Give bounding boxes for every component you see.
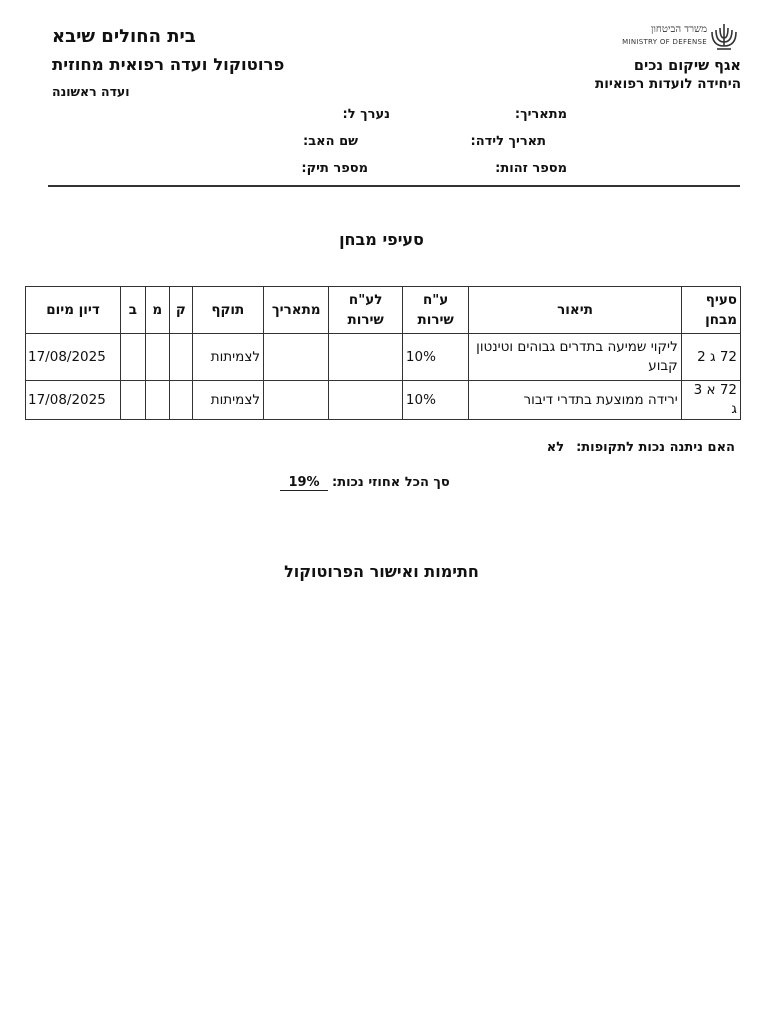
from-date-label: מתאריך: [514, 107, 567, 122]
cell-validity: לצמיתות [192, 381, 264, 420]
cell-k [170, 334, 192, 381]
table-header-row [26, 287, 741, 334]
cell-from-date [264, 381, 329, 420]
header-b: ב [121, 287, 146, 334]
hospital-name: בית החולים שיבא [52, 26, 196, 47]
header-divider [48, 185, 740, 187]
father-name-label: שם האב: [303, 134, 358, 149]
cell-from-date [264, 334, 329, 381]
ministry-english-name: MINISTRY OF DEFENSE [622, 38, 707, 46]
cell-percent-not-service [329, 381, 403, 420]
header-percent-service: ע"ח שירות [402, 287, 468, 334]
cell-discussion-date: 17/08/2025 [26, 334, 121, 381]
cell-k [170, 381, 192, 420]
cell-clause: 72 א 3 ג [681, 381, 740, 420]
header-validity: תוקף [192, 287, 264, 334]
cell-b [121, 381, 146, 420]
cell-percent-service: 10% [402, 381, 468, 420]
birth-date-label: תאריך לידה: [470, 134, 546, 149]
protocol-title: פרוטוקול ועדה רפואית מחוזית [52, 55, 285, 74]
signatures-title: חתימות ואישור הפרוטוקול [284, 562, 479, 581]
cell-m [145, 381, 170, 420]
file-number-label: מספר תיק: [301, 161, 368, 176]
header-m: מ [145, 287, 170, 334]
header-description: תיאור [469, 287, 681, 334]
total-label: סך הכל אחוזי נכות: [332, 475, 450, 490]
table-row [26, 334, 741, 381]
id-number-label: מספר זהות: [495, 161, 567, 176]
ministry-logo [611, 18, 741, 56]
periods-label: האם ניתנה נכות לתקופות: [576, 440, 735, 455]
cell-percent-service: 10% [402, 334, 468, 381]
periods-disability-line [547, 440, 735, 455]
cell-percent-not-service [329, 334, 403, 381]
section-title: סעיפי מבחן [339, 230, 424, 249]
held-for-label: נערך ל: [342, 107, 390, 122]
cell-discussion-date: 17/08/2025 [26, 381, 121, 420]
header-from-date: מתאריך [264, 287, 329, 334]
total-disability-line [280, 475, 450, 491]
ministry-hebrew-name: משרד הביטחון [650, 24, 707, 35]
department-name: אגף שיקום נכים [633, 58, 741, 74]
header-percent-not-service: לע"ח שירות [329, 287, 403, 334]
table-row [26, 381, 741, 420]
cell-clause: 72 ג 2 [681, 334, 740, 381]
menorah-emblem-icon [707, 18, 741, 52]
header-discussion-date: דיון מיום [26, 287, 121, 334]
cell-description: ליקוי שמיעה בתדרים גבוהים וטינטון קבוע [469, 334, 681, 381]
unit-name: היחידה לועדות רפואיות [595, 76, 741, 92]
header-clause: סעיף מבחן [681, 287, 740, 334]
cell-validity: לצמיתות [192, 334, 264, 381]
periods-value: לא [546, 440, 565, 455]
cell-m [145, 334, 170, 381]
cell-description: ירידה ממוצעת בתדרי דיבור [469, 381, 681, 420]
exam-clauses-table [25, 286, 741, 420]
committee-type: ועדה ראשונה [52, 84, 130, 99]
total-value: 19% [280, 476, 328, 491]
header-k: ק [170, 287, 192, 334]
cell-b [121, 334, 146, 381]
